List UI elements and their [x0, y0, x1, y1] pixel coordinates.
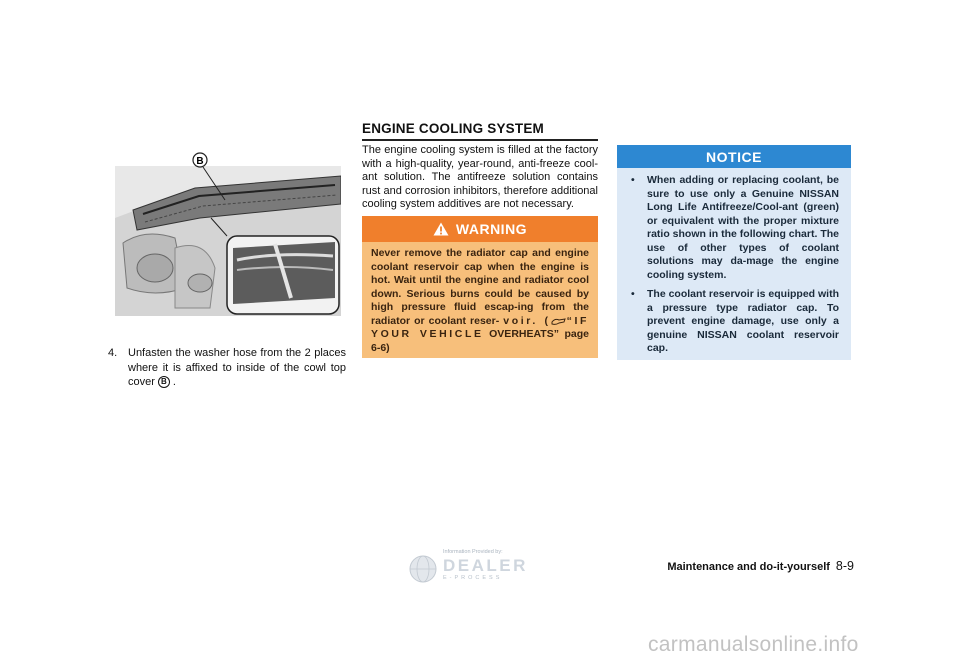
- cowl-top-cover-illustration: [115, 148, 341, 316]
- warning-ref-title: “IF YOUR VEHICLE: [371, 314, 589, 340]
- step-text-block: [108, 346, 346, 390]
- step-text: Unfasten the washer hose from the 2 places where it is affixed to inside of the cowl top cover: [128, 347, 346, 388]
- warning-ref-end: OVERHEATS” page 6-6): [371, 328, 589, 354]
- page-reference-icon: [551, 316, 567, 326]
- warning-body: [362, 242, 598, 355]
- warning-ref-lead: voir. (: [503, 314, 551, 327]
- site-watermark: carmanualsonline.info: [648, 633, 859, 656]
- notice-box: [617, 145, 851, 360]
- footer-section: Maintenance and do-it-yourself: [667, 561, 830, 573]
- watermark-provided: Information Provided by:: [443, 549, 503, 555]
- watermark-name: DEALER: [443, 556, 528, 575]
- callout-label: B: [196, 156, 204, 167]
- page-number: 8-9: [835, 559, 854, 573]
- warning-header: [362, 216, 598, 242]
- warning-title: WARNING: [455, 221, 528, 237]
- callout-b-icon: B: [158, 376, 170, 388]
- warning-triangle-icon: [433, 222, 449, 236]
- bullet: •: [631, 174, 635, 186]
- notice-item-text: The coolant reservoir is equipped with a pressure type radiator cap. To prevent engine damage, use only a genuine NISSAN coolant reservoir cap.: [647, 288, 839, 354]
- section-intro: The engine cooling system is filled at the factory with a high-quality, year-round, anti-freeze cool-ant solution. The antifreeze solution contains rust and corrosion inhibitors, therefore additional cooling system additives are not necessary.: [362, 144, 598, 210]
- list-item: [629, 174, 839, 282]
- notice-list: [617, 168, 851, 356]
- bullet: •: [631, 288, 635, 300]
- notice-item-text: When adding or replacing coolant, be sure to use only a Genuine NISSAN Long Life Antifreeze/Cool-ant (green) or equivalent with the proper mixture ratio shown in the following chart. The use of other types of coolant solutions may da-mage the engine cooling system.: [647, 174, 839, 281]
- notice-title: NOTICE: [617, 145, 851, 168]
- step-tail: .: [172, 376, 176, 388]
- warning-text: Never remove the radiator cap and engine coolant reservoir cap when the engine is hot. Wait until the engine and radiator cool down. Serious burns could be caused by high pressure fluid escap-ing from the radiator or coolant reser-: [371, 247, 589, 327]
- step-4: [108, 346, 346, 390]
- watermark-sub: E-PROCESS: [443, 575, 503, 581]
- step-number: 4.: [108, 347, 118, 359]
- list-item: [629, 288, 839, 356]
- dealer-watermark: [407, 549, 547, 585]
- warning-box: [362, 216, 598, 358]
- page-footer: [632, 559, 854, 573]
- section-heading: ENGINE COOLING SYSTEM: [362, 121, 598, 141]
